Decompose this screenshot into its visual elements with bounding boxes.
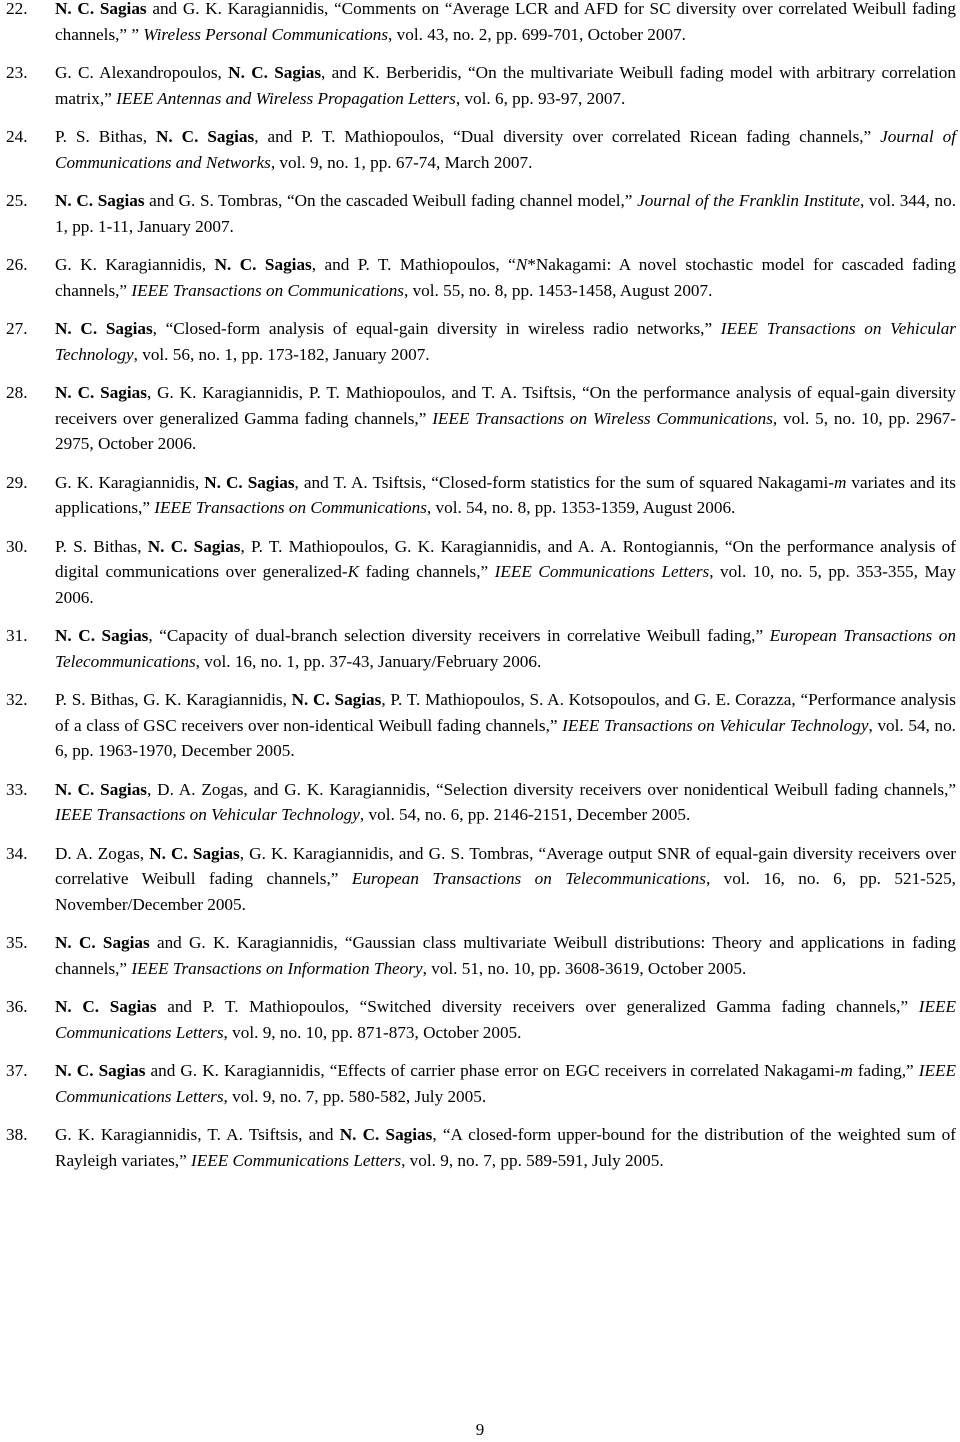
reference-text: P. S. Bithas, G. K. Karagiannidis, [55,690,292,709]
reference-item [0,841,960,918]
reference-number: 27. [6,319,28,338]
reference-number: 30. [6,536,28,556]
venue-text: Journal of the Franklin Institute [637,191,860,210]
venue-text: m [833,472,847,492]
reference-text: , P. T. Mathiopoulos, G. K. Karagiannidis, and A. A. Rontogiannis, “On the performance analysis of digital communications over generalized- [55,536,956,581]
venue-text: European Transactions on Telecommunications [351,869,706,888]
reference-text: , vol. 56, no. 1, pp. 173-182, January 2007. [133,344,430,364]
reference-text: , vol. 43, no. 2, pp. 699-701, October 2007. [388,24,686,44]
reference-text: , vol. 54, no. 6, pp. 2146-2151, December 2005. [359,805,691,824]
reference-text: , “Capacity of dual-branch selection diversity receivers in correlative Weibull fading,” [148,626,770,645]
venue-text: IEEE Transactions on Wireless Communications [432,408,773,428]
venue-text: IEEE Transactions on Communications [131,280,404,300]
reference-text: P. S. Bithas, [55,127,156,146]
venue-text: K [347,562,360,581]
reference-text: , vol. 9, no. 10, pp. 871-873, October 2005. [223,1022,522,1042]
reference-text: , G. K. Karagiannidis, P. T. Mathiopoulos, and T. A. Tsiftsis, “On the performance analysis of equal-gain diversity receivers over generalized Gamma fading channels,” [55,383,956,428]
reference-item [0,623,960,674]
reference-item [0,1122,960,1173]
reference-text: , vol. 16, no. 6, pp. 521-525, November/December 2005. [55,869,956,914]
author-highlight: N. C. Sagias [228,63,322,82]
reference-text: and G. S. Tombras, “On the cascaded Weibull fading channel model,” [144,191,638,210]
reference-text: fading channels,” [359,562,495,581]
venue-text: Journal of Communications and Networks [55,127,956,172]
page-number: 9 [475,1420,485,1439]
reference-text: , and P. T. Mathiopoulos, “ [311,255,516,274]
reference-text: , vol. 51, no. 10, pp. 3608-3619, October 2005. [422,958,747,978]
reference-text: G. K. Karagiannidis, [55,255,215,274]
reference-number: 26. [6,255,28,274]
author-highlight: N. C. Sagias [291,690,382,709]
reference-number: 36. [6,997,28,1016]
venue-text: N [515,255,528,274]
reference-text: , vol. 9, no. 7, pp. 589-591, July 2005. [401,1150,664,1170]
venue-text: IEEE Transactions on Vehicular Technology [55,805,360,824]
reference-number: 23. [6,63,28,82]
author-highlight: N. C. Sagias [55,319,153,338]
reference-item [0,188,960,239]
reference-item [0,0,960,47]
reference-text: , and P. T. Mathiopoulos, “Dual diversity over correlated Ricean fading channels,” [254,127,881,146]
author-highlight: N. C. Sagias [214,255,312,274]
author-highlight: N. C. Sagias [55,997,157,1016]
venue-text: IEEE Transactions on Information Theory [131,958,423,978]
reference-item [0,60,960,111]
reference-number: 35. [6,933,28,952]
reference-text: , and T. A. Tsiftsis, “Closed-form statistics for the sum of squared Nakagami- [294,472,834,492]
author-highlight: N. C. Sagias [55,779,147,799]
reference-text: P. S. Bithas, [55,536,148,556]
author-highlight: N. C. Sagias [147,536,241,556]
author-highlight: N. C. Sagias [55,1061,146,1080]
reference-number: 32. [6,690,28,709]
reference-text: variates and its applications,” [55,472,956,517]
venue-text: IEEE Communications Letters [55,1061,956,1106]
reference-text: , vol. 55, no. 8, pp. 1453-1458, August 2007. [403,280,713,300]
reference-text: , P. T. Mathiopoulos, S. A. Kotsopoulos, and G. E. Corazza, “Performance analysis of a class of GSC receivers over non-identical Weibull fading channels,” [55,690,956,735]
reference-text: , vol. 9, no. 7, pp. 580-582, July 2005. [223,1086,487,1106]
reference-text: *Nakagami: A novel stochastic model for cascaded fading channels,” [55,255,956,300]
venue-text: IEEE Communications Letters [191,1150,402,1170]
reference-text: and G. K. Karagiannidis, “Gaussian class multivariate Weibull distributions: Theory and applications in fading channels,” [55,933,956,978]
reference-number: 38. [6,1125,28,1144]
reference-text: G. K. Karagiannidis, [55,472,205,492]
reference-item [0,777,960,828]
reference-text: and G. K. Karagiannidis, “Comments on “Average LCR and AFD for SC diversity over correlated Weibull fading channels,” ” [55,0,956,44]
venue-text: IEEE Communications Letters [494,562,710,581]
reference-text: G. K. Karagiannidis, T. A. Tsiftsis, and [55,1125,340,1144]
reference-text: , vol. 344, no. 1, pp. 1-11, January 2007. [55,191,957,236]
reference-item [0,124,960,175]
venue-text: IEEE Transactions on Vehicular Technology [562,715,869,735]
reference-text: , “Closed-form analysis of equal-gain diversity in wireless radio networks,” [152,319,721,338]
reference-item [0,470,960,521]
reference-item [0,316,960,367]
reference-item [0,994,960,1045]
reference-number: 24. [6,127,28,146]
reference-text: , vol. 54, no. 6, pp. 1963-1970, December 2005. [55,715,956,760]
reference-text: , “A closed-form upper-bound for the distribution of the weighted sum of Rayleigh variates,” [55,1125,956,1170]
reference-number: 25. [6,191,28,210]
reference-text: , G. K. Karagiannidis, and G. S. Tombras, “Average output SNR of equal-gain diversity receivers over correlative Weibull fading channels,” [55,843,956,888]
reference-item [0,534,960,611]
reference-number: 34. [6,843,28,863]
venue-text: IEEE Antennas and Wireless Propagation Letters [116,88,456,108]
reference-text: , vol. 10, no. 5, pp. 353-355, May 2006. [55,562,956,607]
author-highlight: N. C. Sagias [149,843,240,863]
reference-text: , vol. 54, no. 8, pp. 1353-1359, August 2006. [426,498,736,517]
reference-text: , vol. 16, no. 1, pp. 37-43, January/February 2006. [195,651,542,671]
reference-text: and P. T. Mathiopoulos, “Switched diversity receivers over generalized Gamma fading channels,” [156,997,919,1016]
reference-text: fading,” [852,1061,919,1080]
author-highlight: N. C. Sagias [55,191,145,210]
reference-item [0,380,960,457]
reference-text: , vol. 9, no. 1, pp. 67-74, March 2007. [270,152,533,172]
author-highlight: N. C. Sagias [55,933,150,952]
reference-number: 33. [6,779,28,799]
author-highlight: N. C. Sagias [155,127,255,146]
reference-item [0,687,960,764]
venue-text: m [840,1061,853,1080]
venue-text: IEEE Transactions on Vehicular Technology [55,319,956,364]
reference-text: G. C. Alexandropoulos, [55,63,229,82]
reference-text: D. A. Zogas, [55,843,150,863]
reference-number: 37. [6,1061,28,1080]
reference-number: 31. [6,626,28,645]
author-highlight: N. C. Sagias [204,472,295,492]
reference-item [0,1058,960,1109]
reference-item [0,930,960,981]
reference-text: , and K. Berberidis, “On the multivariate Weibull fading model with arbitrary correlation matrix,” [55,63,956,108]
venue-text: IEEE Communications Letters [55,997,956,1042]
reference-number: 29. [6,472,28,492]
reference-text: , vol. 6, pp. 93-97, 2007. [455,88,626,108]
author-highlight: N. C. Sagias [55,0,147,18]
author-highlight: N. C. Sagias [55,626,149,645]
reference-text: , vol. 5, no. 10, pp. 2967-2975, October 2006. [55,408,956,453]
reference-text: , D. A. Zogas, and G. K. Karagiannidis, “Selection diversity receivers over nonidentical Weibull fading channels,” [146,779,956,799]
author-highlight: N. C. Sagias [55,383,147,402]
reference-text: and G. K. Karagiannidis, “Effects of carrier phase error on EGC receivers in correlated Nakagami- [145,1061,841,1080]
reference-item [0,252,960,303]
venue-text: European Transactions on Telecommunications [55,626,956,671]
venue-text: IEEE Transactions on Communications [154,498,427,517]
author-highlight: N. C. Sagias [339,1125,433,1144]
venue-text: Wireless Personal Communications [143,24,389,44]
reference-number: 28. [6,383,28,402]
reference-number: 22. [6,0,28,18]
